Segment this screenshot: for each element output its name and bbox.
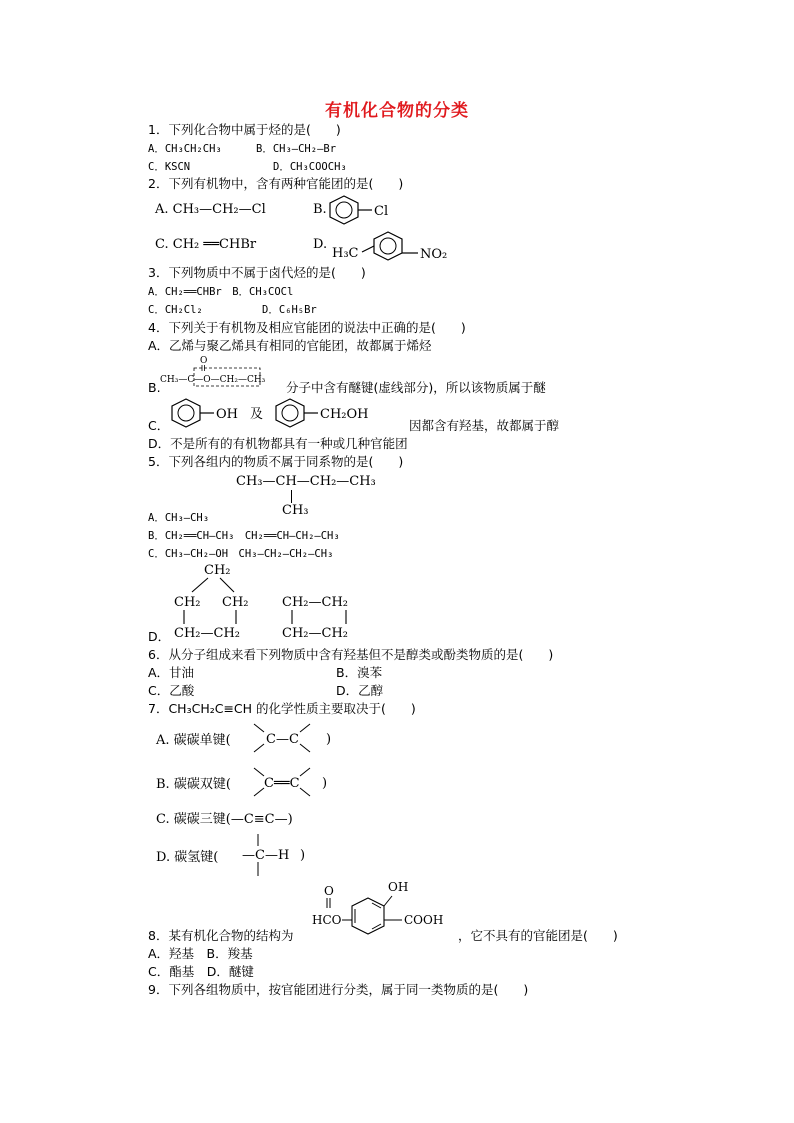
ethyl-acetate-structure: [158, 354, 290, 390]
q9-stem: 9．下列各组物质中，按官能团进行分类，属于同一类物质的是( ): [148, 982, 529, 997]
q6-stem: 6．从分子组成来看下列物质中含有羟基但不是醇类或酚类物质的是( ): [148, 647, 554, 662]
q5-ring-bottom: CH₂—CH₂: [174, 626, 240, 641]
q7-stem: 7．CH₃CH₂C≡CH 的化学性质主要取决于( ): [148, 701, 416, 716]
q4-option-b-label: B.: [148, 380, 161, 395]
q7-option-c: C. 碳碳三键(—C≡C—): [156, 812, 293, 827]
q2-option-d-label: D.: [313, 237, 328, 252]
q8-o: O: [324, 884, 334, 898]
phenol-benzyl-alcohol-structures: [168, 397, 408, 431]
q6-option-c: C．乙酸: [148, 683, 195, 698]
q3-option-d: D．C₆H₅Br: [262, 304, 317, 316]
q5-branch-bond: [291, 490, 292, 503]
nitrotoluene-structure: [328, 228, 458, 264]
q7-a-formula: C—C: [266, 732, 299, 747]
double-bond-structure: [246, 762, 336, 802]
q8-hco: HCO: [312, 913, 342, 927]
q2-stem: 2．下列有机物中，含有两种官能团的是( ): [148, 176, 404, 191]
q5-isopentane-chain: CH₃—CH—CH₂—CH₃: [236, 474, 376, 489]
q5-stem: 5．下列各组内的物质不属于同系物的是( ): [148, 454, 404, 469]
q8-stem: 8．某有机化合物的结构为: [148, 928, 294, 943]
q3-option-c: C．CH₂Cl₂: [148, 304, 203, 316]
q2-b-cl: Cl: [374, 204, 389, 219]
q7-b-formula: C══C: [264, 776, 300, 791]
q7-b-close: ): [322, 776, 328, 791]
q2-d-no2: NO₂: [420, 247, 448, 262]
q7-d-close: ): [300, 848, 306, 863]
q1-option-b: B．CH₃—CH₂—Br: [256, 143, 337, 155]
q8-stem-tail: ，它不具有的官能团是( ): [458, 928, 618, 943]
q4-c-oh: OH: [216, 407, 238, 422]
q4-option-d: D．不是所有的有机物都具有一种或几种官能团: [148, 436, 408, 451]
q5-isopentane-branch: CH₃: [282, 503, 309, 518]
q5-option-c: C．CH₃—CH₂—OH CH₃—CH₂—CH₂—CH₃: [148, 548, 334, 560]
q4-c-and: 及: [250, 407, 264, 422]
q8-option-ab: A．羟基 B．羧基: [148, 946, 253, 961]
q5-ring-top: CH₂: [204, 563, 231, 578]
q4-option-c-text: 因都含有羟基，故都属于醇: [409, 418, 560, 433]
single-bond-structure: [246, 718, 336, 758]
q4-option-a: A．乙烯与聚乙烯具有相同的官能团，故都属于烯烃: [148, 338, 432, 353]
q5-option-b: B．CH₂══CH—CH₃ CH₂══CH—CH₂—CH₃: [148, 530, 340, 542]
q1-option-c: C．KSCN: [148, 161, 191, 173]
q5-option-a: A．CH₃—CH₃: [148, 512, 210, 524]
q8-option-cd: C．酯基 D．醚键: [148, 964, 254, 979]
q4-option-c-label: C．: [148, 418, 170, 433]
q4-c-ch2oh: CH₂OH: [320, 407, 369, 422]
q3-option-ab: A．CH₂══CHBr B．CH₃COCl: [148, 286, 294, 298]
q7-a-close: ): [326, 732, 332, 747]
q6-option-b: B．溴苯: [336, 665, 383, 680]
q8-oh: OH: [388, 880, 409, 894]
chlorobenzene-structure: [326, 194, 396, 226]
q6-option-a: A．甘油: [148, 665, 195, 680]
q7-option-d-label: D. 碳氢键(: [156, 850, 219, 865]
q2-d-h3c: H₃C: [332, 246, 359, 261]
q7-d-formula: —C—H: [242, 848, 290, 863]
q4-b-o: O: [200, 356, 208, 366]
q5-ring-mid-left: CH₂: [174, 595, 201, 610]
ch-bond-structure: [236, 832, 316, 880]
q4-option-b-text: 分子中含有醚键(虚线部分)，所以该物质属于醚: [286, 380, 546, 395]
q8-cooh: COOH: [404, 913, 444, 927]
q2-option-c: C. CH₂ ══CHBr: [155, 237, 257, 252]
q5-ring-mid-right: CH₂: [222, 595, 249, 610]
q4-stem: 4．下列关于有机物及相应官能团的说法中正确的是( ): [148, 320, 466, 335]
q3-stem: 3．下列物质中不属于卤代烃的是( ): [148, 265, 366, 280]
q5-square-bottom: CH₂—CH₂: [282, 626, 348, 641]
q2-option-a: A. CH₃—CH₂—Cl: [155, 202, 266, 217]
q1-option-d: D．CH₃COOCH₃: [273, 161, 347, 173]
q7-option-a-label: A. 碳碳单键(: [156, 733, 231, 748]
q4-b-formula: CH₃—C—O—CH₂—CH₃: [160, 375, 266, 385]
q7-option-b-label: B. 碳碳双键(: [156, 777, 231, 792]
q6-option-d: D．乙醇: [336, 683, 384, 698]
q2-option-b-label: B.: [313, 202, 327, 217]
q8-structure: [308, 874, 458, 946]
q1-option-a: A．CH₃CH₂CH₃: [148, 143, 222, 155]
q5-option-d-label: D．: [148, 629, 171, 644]
q5-square-top: CH₂—CH₂: [282, 595, 348, 610]
page-title: 有机化合物的分类: [325, 101, 469, 121]
q1-stem: 1．下列化合物中属于烃的是( ): [148, 122, 341, 137]
cycloalkane-structures: [170, 558, 365, 642]
